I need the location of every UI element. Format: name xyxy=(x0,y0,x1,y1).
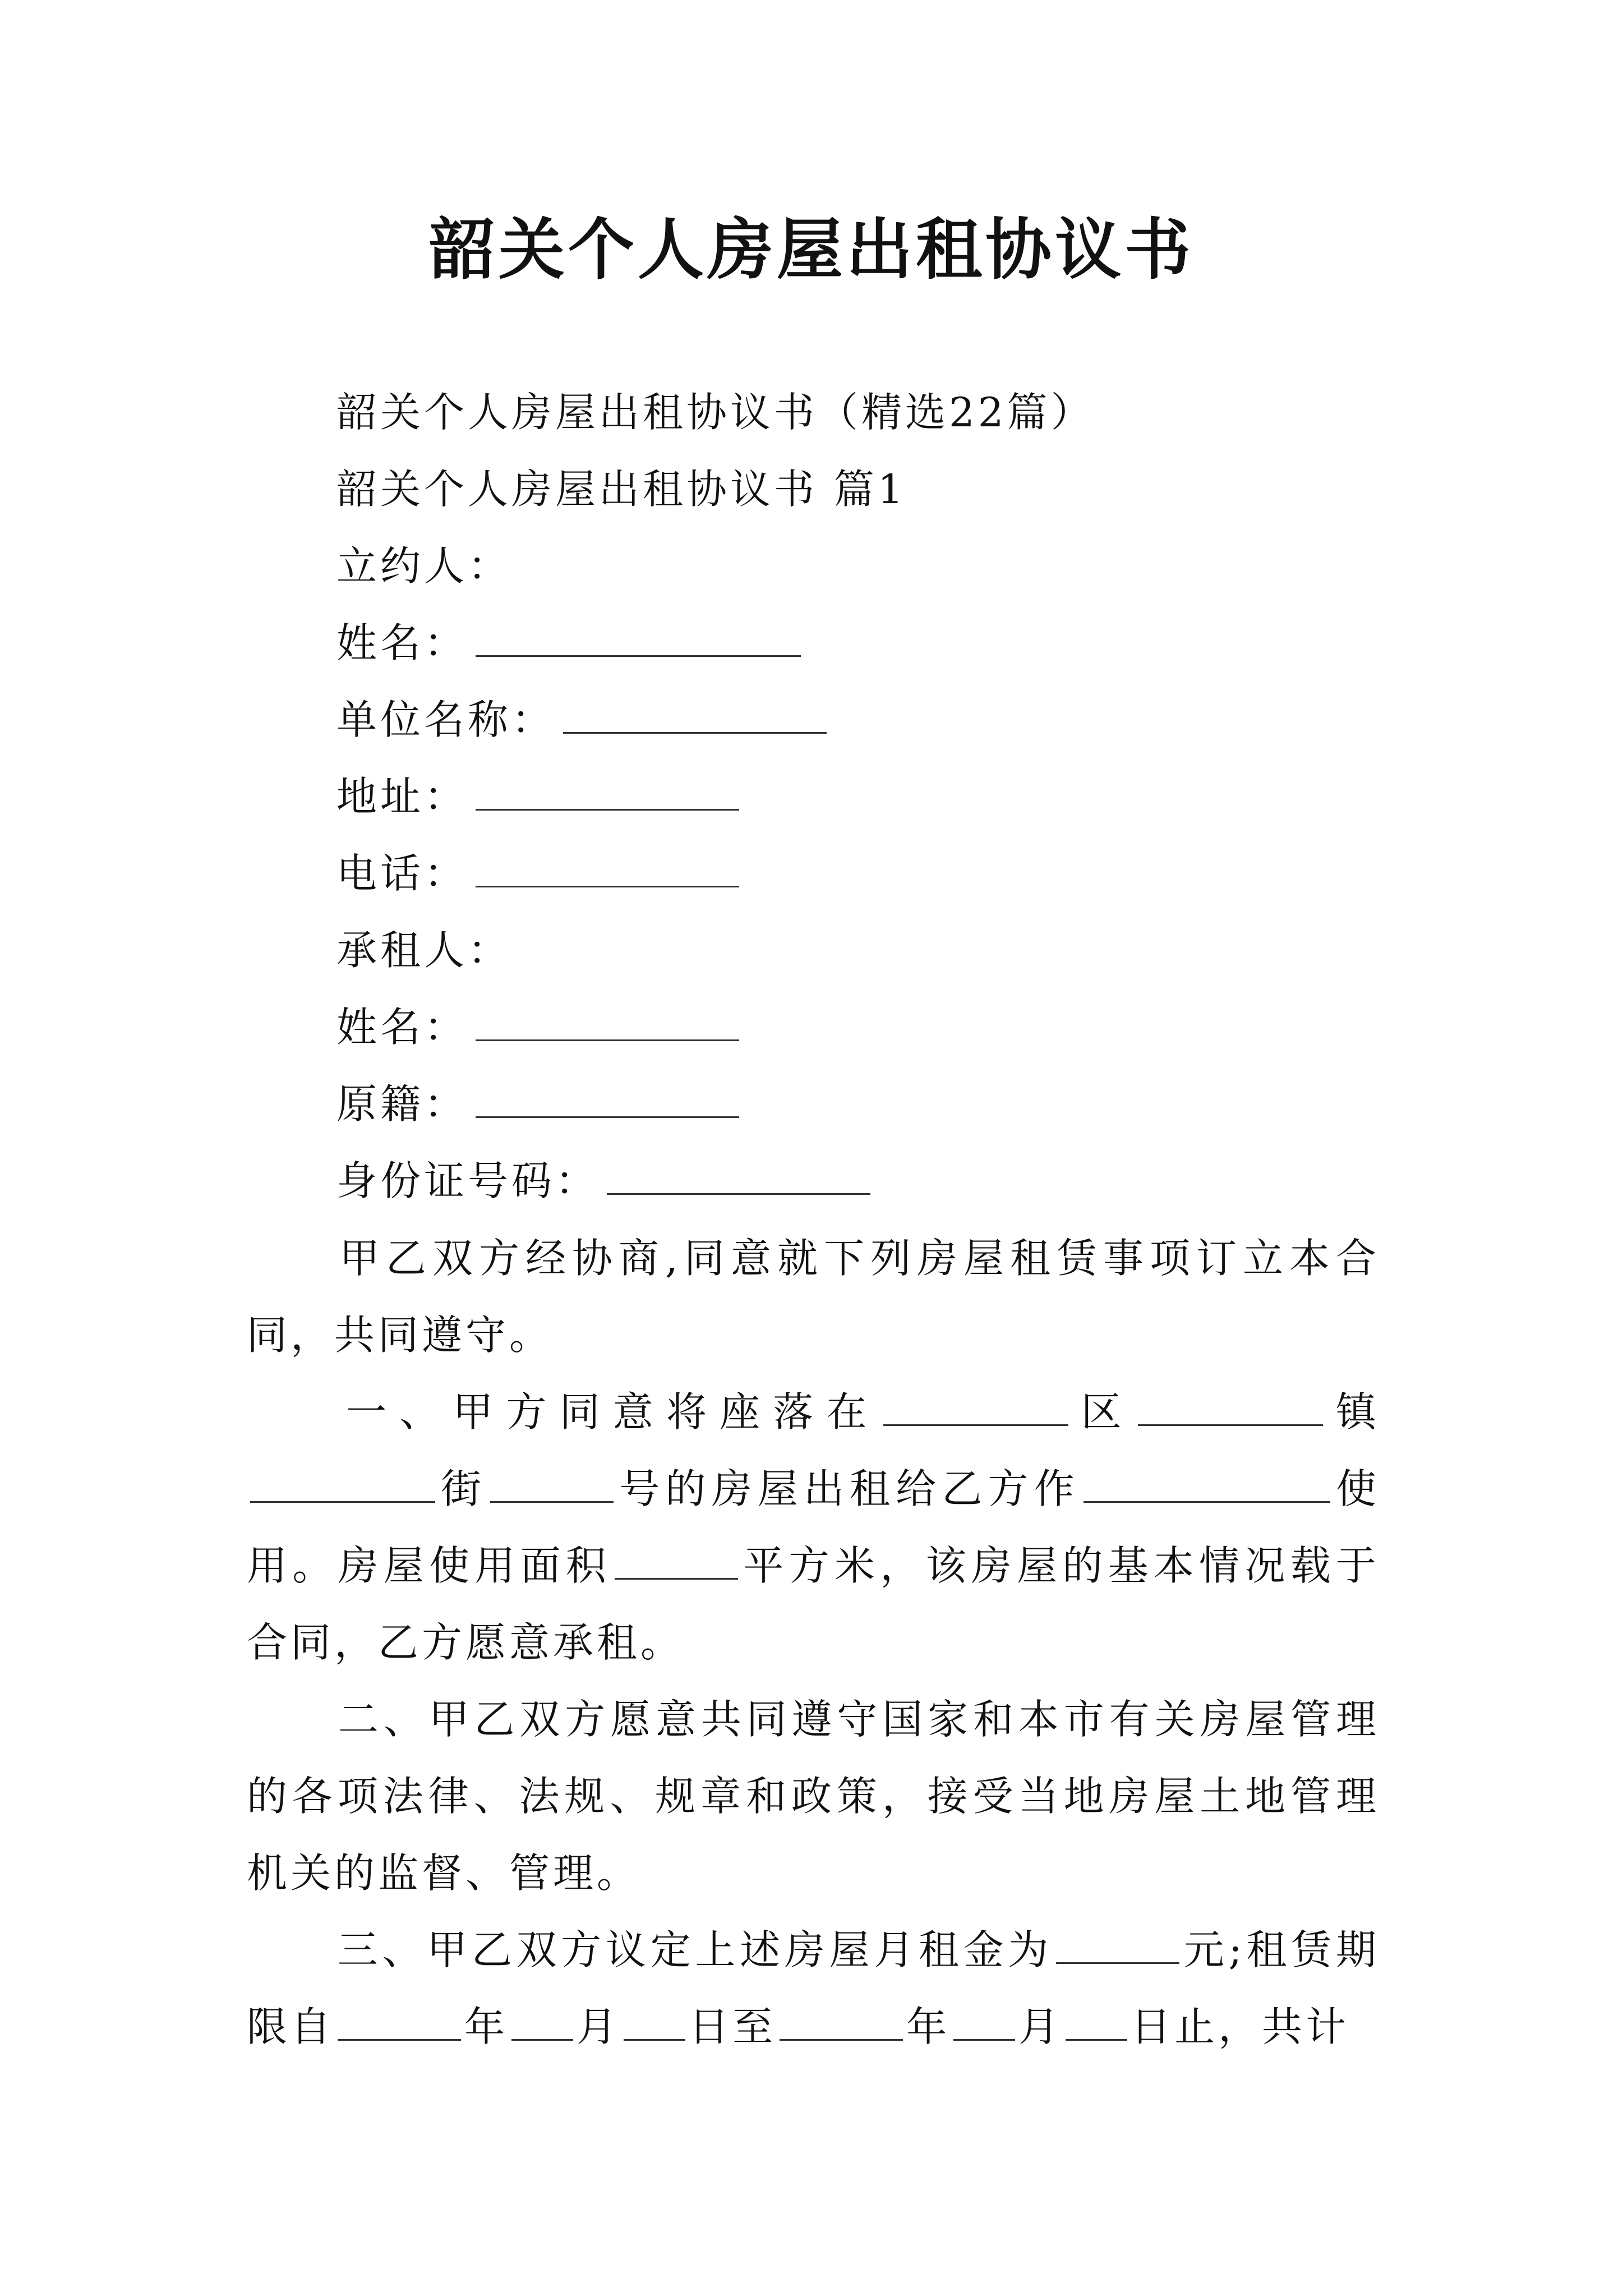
document-title: 韶关个人房屋出租协议书 xyxy=(428,211,1194,288)
section-heading: 韶关个人房屋出租协议书 篇1 xyxy=(336,466,907,513)
lessor-unit-blank[interactable] xyxy=(563,701,827,734)
start-month-blank[interactable] xyxy=(511,2000,573,2041)
intro-paragraph xyxy=(247,1220,1380,1374)
start-month-label: 月 xyxy=(577,2003,621,2050)
clause-1-paragraph xyxy=(247,1374,1380,1681)
lessee-id-row xyxy=(336,1153,874,1209)
lessor-phone-label: 电话： xyxy=(336,850,468,897)
house-number-blank[interactable] xyxy=(490,1462,614,1503)
purpose-blank[interactable] xyxy=(1083,1462,1330,1503)
area-blank[interactable] xyxy=(615,1539,738,1580)
clause-2-text: 二、甲乙双方愿意共同遵守国家和本市有关房屋管理的各项法律、法规、规章和政策，接受当地房屋土地管理机关的监督、管理。 xyxy=(247,1696,1380,1897)
clause-1-end-text: 平方米，该房屋的基本情况载于合同，乙方愿意承租。 xyxy=(247,1542,1380,1666)
end-month-blank[interactable] xyxy=(953,2000,1015,2041)
lessor-name-blank[interactable] xyxy=(476,624,801,657)
lessor-name-row xyxy=(336,615,804,671)
lessor-phone-blank[interactable] xyxy=(476,854,739,887)
lessor-address-blank[interactable] xyxy=(476,777,739,811)
end-month-label: 月 xyxy=(1018,2003,1063,2050)
district-label: 区 xyxy=(1071,1388,1135,1435)
lessee-origin-blank[interactable] xyxy=(476,1085,739,1118)
lessee-origin-row xyxy=(336,1076,743,1132)
lessee-id-blank[interactable] xyxy=(607,1162,870,1195)
lessee-origin-label: 原籍： xyxy=(336,1080,468,1128)
town-label: 镇 xyxy=(1326,1388,1380,1435)
lessor-name-label: 姓名： xyxy=(336,619,468,666)
street-blank[interactable] xyxy=(250,1462,435,1503)
end-year-label: 年 xyxy=(906,2003,951,2050)
lessee-name-label: 姓名： xyxy=(336,1004,468,1051)
clause-3-text: 三、甲乙双方议定上述房屋月租金为 xyxy=(336,1926,1053,1973)
lease-period-text: 元;租赁期限自 xyxy=(247,1926,1380,2050)
lessee-id-label: 身份证号码： xyxy=(336,1157,600,1204)
monthly-rent-blank[interactable] xyxy=(1056,1923,1179,1964)
lessee-heading: 承租人： xyxy=(336,927,512,974)
intro-text: 甲乙双方经协商,同意就下列房屋租赁事项订立本合同，共同遵守。 xyxy=(247,1235,1380,1359)
start-day-label: 日至 xyxy=(689,2003,777,2050)
street-label: 街 xyxy=(439,1465,487,1512)
clause-3-paragraph xyxy=(247,1912,1380,2065)
lessor-phone-row xyxy=(336,845,743,901)
end-day-blank[interactable] xyxy=(1066,2000,1127,2041)
lessee-name-blank[interactable] xyxy=(476,1008,739,1041)
lessee-name-row xyxy=(336,999,743,1055)
lessor-heading: 立约人： xyxy=(336,542,512,590)
clause-1-area-text: 使用。房屋使用面积 xyxy=(247,1465,1380,1589)
end-year-blank[interactable] xyxy=(780,2000,903,2041)
lessor-unit-label: 单位名称： xyxy=(336,696,556,743)
start-day-blank[interactable] xyxy=(624,2000,685,2041)
clause-2-paragraph xyxy=(247,1681,1380,1912)
end-day-label: 日止，共计 xyxy=(1131,2003,1350,2050)
lessor-address-label: 地址： xyxy=(336,773,468,820)
district-blank[interactable] xyxy=(883,1385,1068,1426)
document-subtitle: 韶关个人房屋出租协议书（精选22篇） xyxy=(336,389,1095,436)
clause-1-purpose-text: 号的房屋出租给乙方作 xyxy=(617,1465,1080,1512)
start-year-blank[interactable] xyxy=(338,2000,461,2041)
lessor-address-row xyxy=(336,769,743,825)
town-blank[interactable] xyxy=(1138,1385,1323,1426)
start-year-label: 年 xyxy=(464,2003,509,2050)
lessor-unit-row xyxy=(336,692,830,748)
clause-1-text: 一、甲方同意将座落在 xyxy=(336,1388,880,1435)
